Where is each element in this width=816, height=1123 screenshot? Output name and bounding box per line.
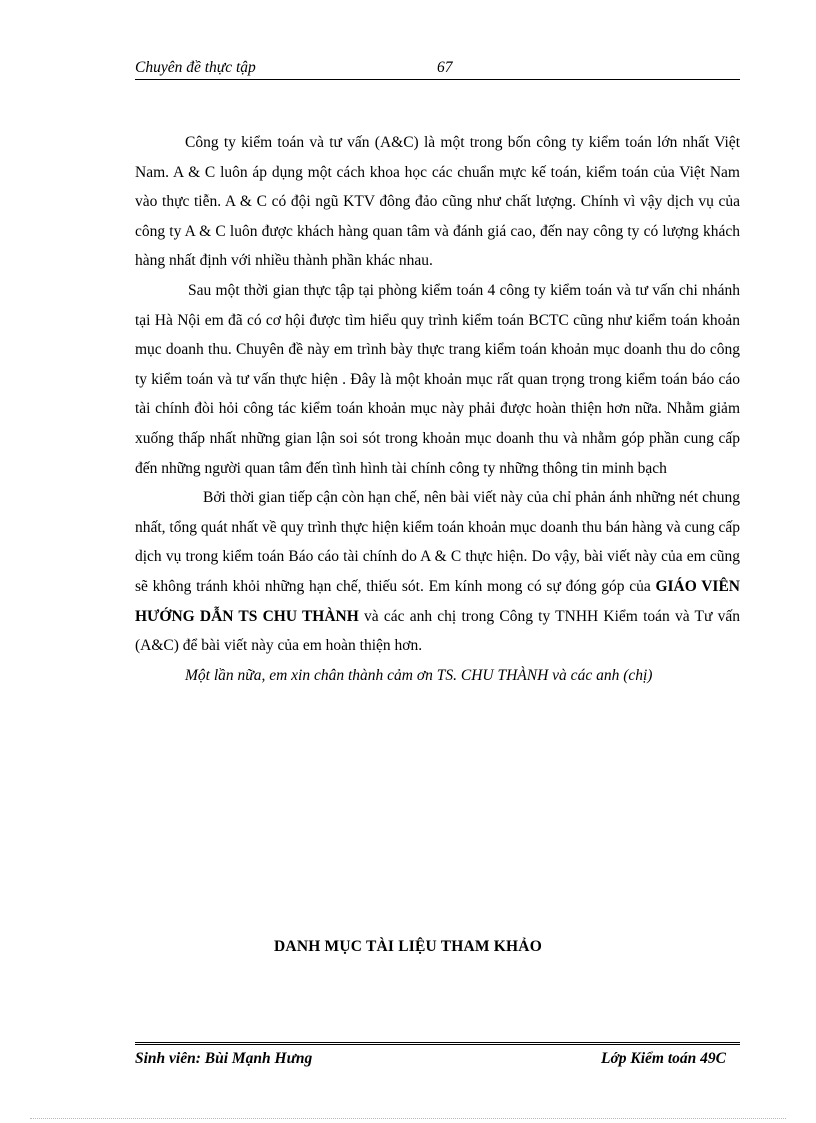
class-name: Lớp Kiểm toán 49C <box>600 1050 726 1067</box>
paragraph-3 <box>135 483 740 661</box>
page-header <box>135 57 740 80</box>
page-edge-divider <box>30 1118 786 1119</box>
page-footer <box>135 1042 740 1075</box>
paragraph-3-text-start: Bởi thời gian tiếp cận còn hạn chế, nên bài viết này của chỉ phản ánh những nét chung nhất, tổng quát nhất về quy trình thực hiện kiểm toán khoản mục doanh thu bán hàng và cung cấp dịch vụ trong kiểm toán Báo cáo tài chính do A & C thực hiện. Do vậy, bài viết này của em cũng sẽ không tránh khỏi những hạn chế, thiếu sót. Em kính mong có sự đóng góp của <box>135 489 740 595</box>
advisor-name: GIÁO VIÊN HƯỚNG DẪN TS CHU THÀNH <box>135 577 740 625</box>
paragraph-3-text-end: và các anh chị trong Công ty TNHH Kiểm toán và Tư vấn (A&C) để bài viết này của em hoàn thiện hơn. <box>135 607 740 655</box>
body-text <box>135 128 740 690</box>
thanks-line: Một lần nữa, em xin chân thành cảm ơn TS. CHU THÀNH và các anh (chị) <box>185 666 653 684</box>
references-heading: DANH MỤC TÀI LIỆU THAM KHẢO <box>274 938 542 955</box>
paragraph-1: Công ty kiểm toán và tư vấn (A&C) là một trong bốn công ty kiểm toán lớn nhất Việt Nam. A & C luôn áp dụng một cách khoa học các chuẩn mực kế toán, kiểm toán của Việt Nam vào thực tiễn. A & C có đội ngũ KTV đông đảo cũng như chất lượng. Chính vì vậy dịch vụ của công ty A & C luôn được khách hàng quan tâm và đánh giá cao, đến nay công ty có lượng khách hàng nhất định với nhiều thành phần khác nhau. <box>135 134 740 270</box>
document-title: Chuyên đề thực tập <box>135 59 256 76</box>
page-number: 67 <box>437 59 453 76</box>
student-name: Sinh viên: Bùi Mạnh Hưng <box>135 1050 313 1067</box>
paragraph-2: Sau một thời gian thực tập tại phòng kiểm toán 4 công ty kiểm toán và tư vấn chi nhánh tại Hà Nội em đã có cơ hội được tìm hiểu quy trình kiểm toán BCTC cũng như kiểm toán khoản mục doanh thu. Chuyên đề này em trình bày thực trang kiểm toán khoản mục doanh thu do công ty kiểm toán và tư vấn thực hiện . Đây là một khoản mục rất quan trọng trong kiểm toán báo cáo tài chính đòi hỏi công tác kiểm toán khoản mục này phải được hoàn thiện hơn nữa. Nhằm giảm xuống thấp nhất những gian lận soi sót trong khoản mục doanh thu và nhằm góp phần cung cấp đến những người quan tâm đến tình hình tài chính công ty những thông tin minh bạch <box>135 281 740 477</box>
